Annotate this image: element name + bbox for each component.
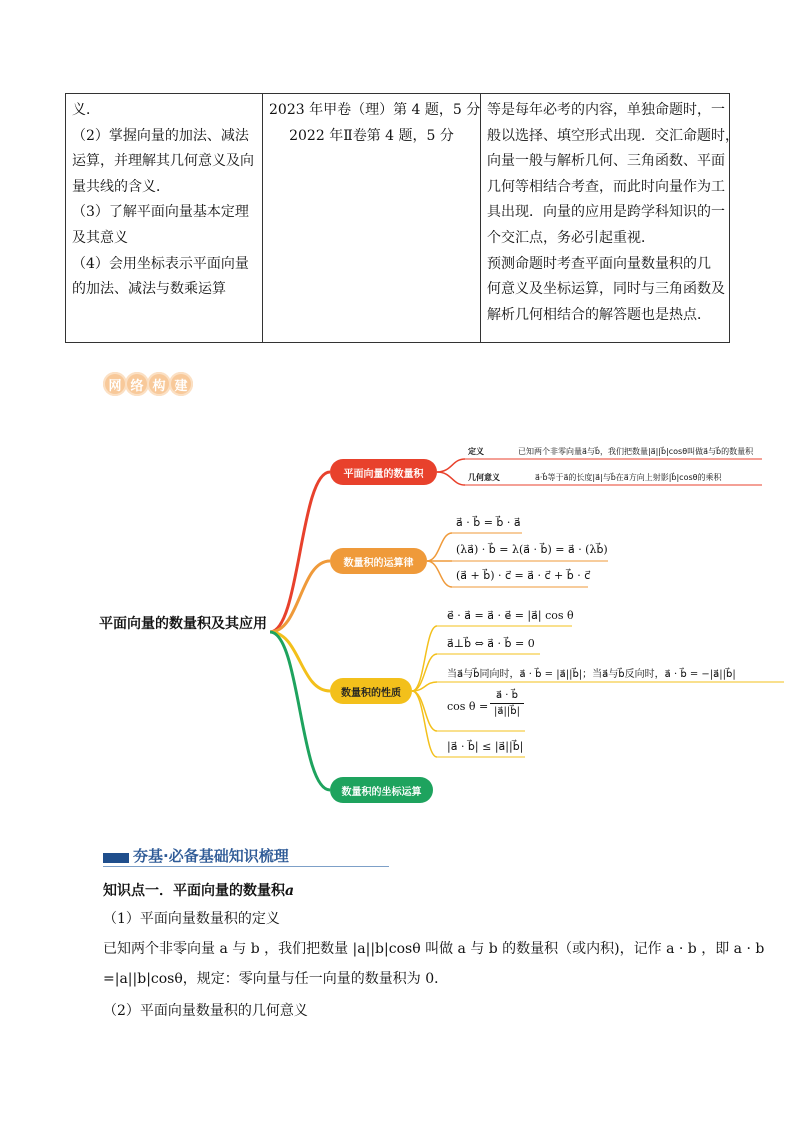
prop-unit-vector: e⃗ · a⃗ = a⃗ · e⃗ = |a⃗| cos θ: [447, 609, 574, 622]
para-definition-cont: =|a||b|cosθ，规定：零向量与任一向量的数量积为 0．: [103, 971, 449, 987]
law-commutative: a⃗ · b⃗ = b⃗ · a⃗: [456, 516, 521, 529]
mindmap-root: 平面向量的数量积及其应用: [99, 616, 267, 632]
prop-direction: 当a⃗与b⃗同向时，a⃗ · b⃗ = |a⃗||b⃗|；当a⃗与b⃗反向时，a⃗ · b⃗ = −|a⃗||b⃗|: [447, 669, 736, 680]
law-scalar: (λa⃗) · b⃗ = λ(a⃗ · b⃗) = a⃗ · (λb⃗): [456, 543, 608, 556]
table-line: 向量一般与解析几何、三角函数、平面: [487, 153, 725, 170]
table-line: 2023 年甲卷（理）第 4 题，5 分: [269, 102, 481, 118]
table-line: 等是每年必考的内容，单独命题时，一: [487, 102, 725, 118]
table-line: （3）了解平面向量基本定理: [72, 204, 249, 221]
badge-char: 网: [103, 372, 127, 396]
para-definition: 已知两个非零向量 a 与 b ，我们把数量 |a||b|cosθ 叫做 a 与 b 的数量积（或内积)，记作 a · b ，即 a · b: [103, 941, 765, 957]
cos-fraction: [490, 690, 524, 717]
table-line: 般以选择、填空形式出现．交汇命题时，: [487, 127, 739, 144]
badge-char: 构: [147, 372, 171, 396]
sub-geometry-text: a⃗·b⃗等于a⃗的长度|a⃗|与b⃗在a⃗方向上射影|b⃗|cosθ的乘积: [535, 473, 722, 482]
branch-coordinate-ops: 数量积的坐标运算: [330, 777, 433, 803]
table-line: （4）会用坐标表示平面向量: [72, 255, 249, 272]
badge-char: 建: [169, 372, 193, 396]
table-line: 预测命题时考查平面向量数量积的几: [487, 255, 711, 272]
table-line: 具出现．向量的应用是跨学科知识的一: [487, 204, 725, 221]
sub-definition-text: 已知两个非零向量a⃗与b⃗，我们把数量|a⃗||b⃗|cosθ叫做a⃗与b⃗的数量积: [518, 447, 754, 456]
badge-char: 络: [125, 372, 149, 396]
section-bar: [103, 853, 129, 863]
law-distributive: (a⃗ + b⃗) · c⃗ = a⃗ · c⃗ + b⃗ · c⃗: [456, 569, 591, 582]
table-line: 何意义及坐标运算，同时与三角函数及: [487, 281, 725, 298]
table-line: 运算，并理解其几何意义及向: [72, 153, 254, 170]
table-line: （2）掌握向量的加法、减法: [72, 127, 249, 144]
prop-cauchy: |a⃗ · b⃗| ≤ |a⃗||b⃗|: [447, 740, 524, 753]
branch-dot-product: 平面向量的数量积: [330, 459, 437, 485]
cos-numerator: a⃗ · b⃗: [490, 690, 524, 704]
sub-definition-label: 定义: [468, 447, 484, 456]
branch-properties: 数量积的性质: [330, 678, 412, 704]
section-underline: [103, 866, 389, 867]
prop-cos-label: cos θ =: [447, 700, 489, 713]
table-line: 2022 年Ⅱ卷第 4 题，5 分: [289, 127, 454, 144]
kp1-icon: a: [285, 883, 295, 899]
table-line: 义．: [72, 102, 100, 118]
para-geometry-heading: （2）平面向量数量积的几何意义: [103, 1003, 308, 1019]
prop-perpendicular: a⃗⊥b⃗ ⇔ a⃗ · b⃗ = 0: [447, 637, 535, 650]
table-line: 个交汇点，务必引起重视．: [487, 229, 655, 246]
table-line: 几何等相结合考查，而此时向量作为工: [487, 178, 725, 195]
table-line: 及其意义: [72, 229, 128, 246]
table-line: 的加法、减法与数乘运算: [72, 281, 226, 298]
para-definition-heading: （1）平面向量数量积的定义: [103, 911, 280, 927]
table-line: 量共线的含义．: [72, 178, 170, 195]
table-line: 解析几何相结合的解答题也是热点．: [487, 306, 711, 323]
sub-geometry-label: 几何意义: [468, 473, 500, 482]
knowledge-point-1: [103, 880, 294, 900]
cos-denominator: |a⃗||b⃗|: [494, 706, 520, 717]
section-title: 夯基·必备基础知识梳理: [133, 847, 289, 865]
kp1-title: 知识点一．平面向量的数量积: [103, 883, 285, 899]
branch-operation-laws: 数量积的运算律: [330, 548, 427, 574]
